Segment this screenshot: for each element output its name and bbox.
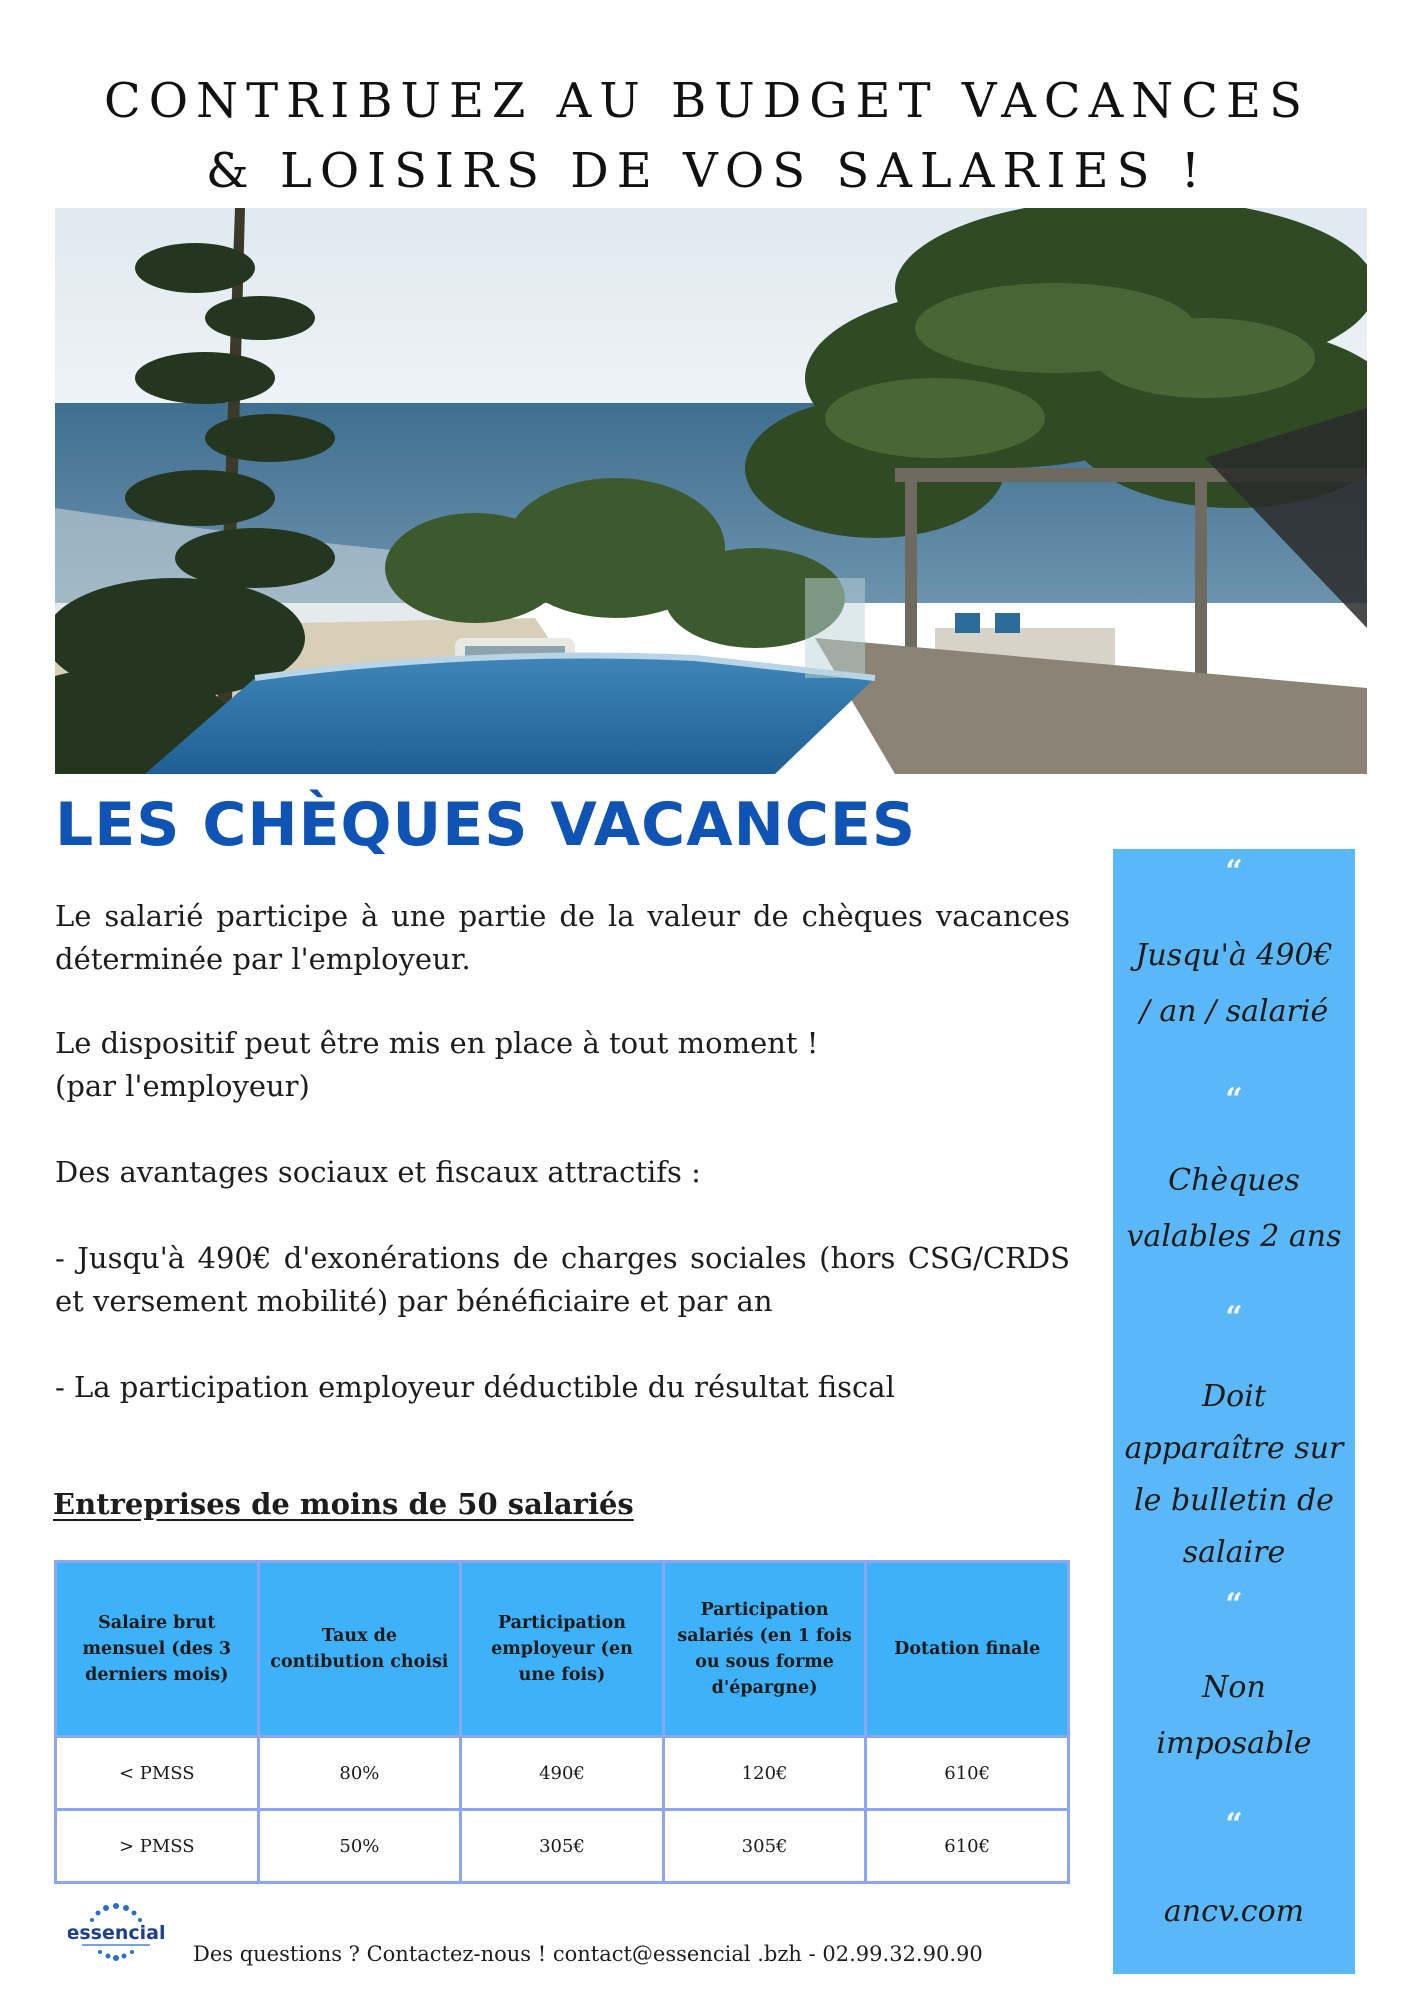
quote-icon: “ [1225, 854, 1243, 889]
header-participation-employeur: Participation employeur (en une fois) [461, 1562, 664, 1737]
table-cell: 490€ [461, 1737, 664, 1810]
header-dotation: Dotation finale [866, 1562, 1069, 1737]
table-cell: 50% [258, 1810, 461, 1883]
table-cell: < PMSS [56, 1737, 259, 1810]
highlight-payslip [1113, 1371, 1355, 1579]
quote-icon: “ [1225, 1587, 1243, 1622]
table-row [56, 1810, 1069, 1883]
header-participation-salaries: Participation salariés (en 1 fois ou sous forme d'épargne) [663, 1562, 866, 1737]
highlight-validity [1113, 1153, 1355, 1265]
table-cell: 305€ [461, 1810, 664, 1883]
headline-line-2: & LOISIRS DE VOS SALARIES ! [205, 143, 1209, 199]
highlight-amount [1113, 928, 1355, 1040]
highlight-line: apparaître sur [1124, 1431, 1344, 1466]
logo-wordmark: essencial [68, 1922, 164, 1944]
quote-icon: “ [1225, 1807, 1243, 1842]
paragraph-dispositif-note: (par l'employeur) [55, 1069, 310, 1103]
highlight-line: Jusqu'à 490€ [1135, 938, 1333, 973]
paragraph-exonerations: - Jusqu'à 490€ d'exonérations de charges sociales (hors CSG/CRDS et versement mobilité) par bénéficiaire et par an [55, 1241, 1070, 1318]
essencial-logo [68, 1900, 164, 1966]
paragraph-participation: Le salarié participe à une partie de la valeur de chèques vacances déterminée par l'employeur. [55, 899, 1070, 976]
highlight-line: Doit [1202, 1379, 1266, 1414]
highlight-line: Non [1202, 1670, 1266, 1705]
table-title: Entreprises de moins de 50 salariés [53, 1487, 634, 1521]
table-cell: 120€ [663, 1737, 866, 1810]
table-cell: > PMSS [56, 1810, 259, 1883]
paragraph-dispositif: Le dispositif peut être mis en place à tout moment ! [55, 1026, 819, 1060]
highlight-line: salaire [1182, 1535, 1286, 1570]
highlight-website[interactable]: ancv.com [1163, 1894, 1305, 1929]
quote-icon: “ [1225, 1300, 1243, 1335]
paragraph-deductible: - La participation employeur déductible du résultat fiscal [55, 1370, 895, 1404]
pool-ocean-illustration [55, 208, 1367, 774]
highlight-line: imposable [1156, 1726, 1312, 1761]
quote-icon: “ [1225, 1082, 1243, 1117]
highlight-tax [1113, 1660, 1355, 1772]
paragraph-avantages: Des avantages sociaux et fiscaux attractifs : [55, 1155, 701, 1189]
header-taux: Taux de contibution choisi [258, 1562, 461, 1737]
footer-contact: Des questions ? Contactez-nous ! contact@essencial .bzh - 02.99.32.90.90 [193, 1942, 983, 1966]
page-headline [0, 66, 1414, 206]
highlight-line: / an / salarié [1139, 994, 1329, 1029]
section-title: LES CHÈQUES VACANCES [55, 790, 917, 860]
contribution-table [54, 1560, 1070, 1884]
highlight-line: valables 2 ans [1126, 1219, 1342, 1254]
header-salaire: Salaire brut mensuel (des 3 derniers mois) [56, 1562, 259, 1737]
table-row [56, 1737, 1069, 1810]
hero-photo [55, 208, 1367, 774]
body-text [55, 895, 1070, 1409]
table-header-row [56, 1562, 1069, 1737]
highlights-sidebar [1113, 849, 1355, 1974]
highlight-line: le bulletin de [1134, 1483, 1334, 1518]
table-cell: 305€ [663, 1810, 866, 1883]
table-cell: 610€ [866, 1737, 1069, 1810]
table-cell: 80% [258, 1737, 461, 1810]
highlight-line: Chèques [1168, 1163, 1300, 1198]
table-cell: 610€ [866, 1810, 1069, 1883]
headline-line-1: CONTRIBUEZ AU BUDGET VACANCES [104, 73, 1310, 129]
